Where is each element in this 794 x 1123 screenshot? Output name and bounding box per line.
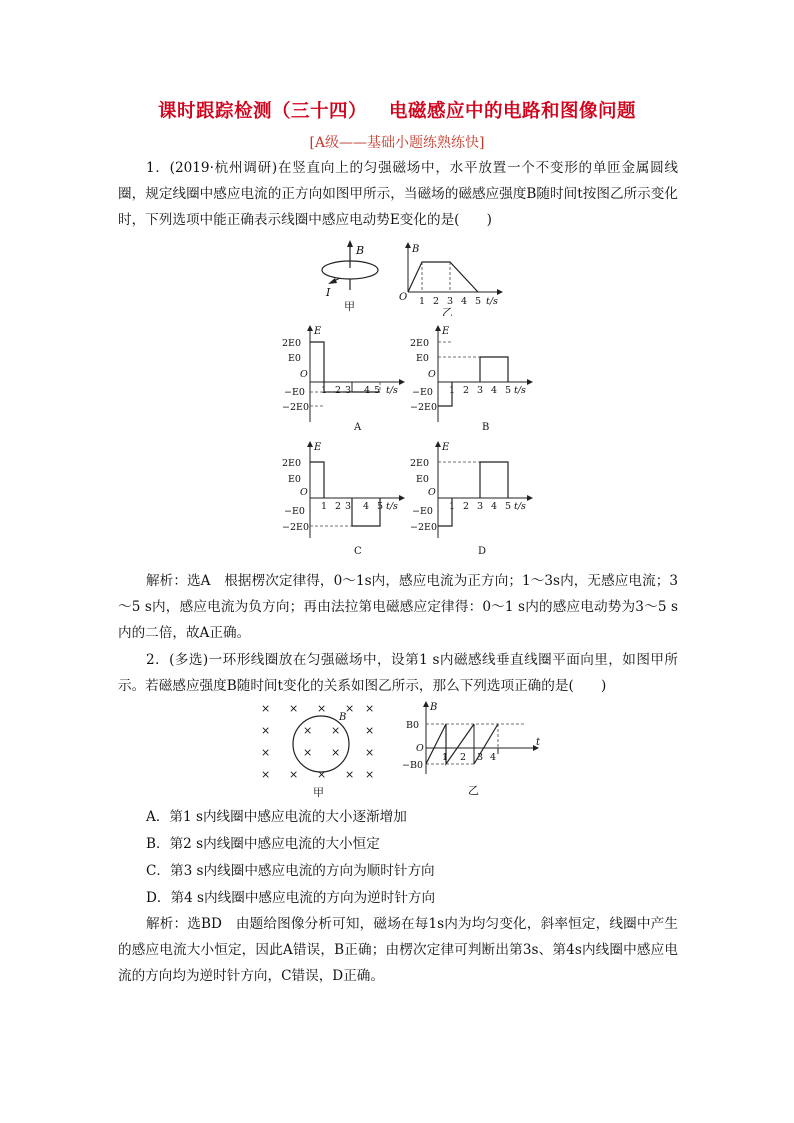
q1-figure-jia	[310, 240, 390, 312]
q1-c-ytick-e0: E0	[288, 474, 301, 485]
question-2-analysis: 解析：选BD 由题给图像分析可知，磁场在每1s内为均匀变化，斜率恒定，线圈中产生的感应电流大小恒定，因此A错误，B正确；由楞次定律可判断出第3s、第4s内线圈中感应电流的方向均为逆时针方向，C错误，D正确。	[118, 916, 678, 984]
cross-icon: ×	[289, 702, 299, 715]
q1-a-ytick-2e0: 2E0	[282, 338, 302, 349]
q1-jia-b-label: B	[356, 244, 365, 257]
cross-icon: ×	[331, 746, 341, 759]
cross-icon: ×	[303, 724, 313, 737]
q1-yi-caption: 乙	[442, 306, 453, 316]
q1-c-origin: O	[300, 487, 308, 498]
q1-b-caption: B	[482, 422, 490, 432]
q1-yi-ylabel: B	[412, 244, 420, 255]
q1-a-xtick-1: 1	[321, 385, 328, 396]
q1-yi-tick-3: 3	[447, 296, 454, 307]
q1-yi-tick-2: 2	[433, 296, 440, 307]
q1-b-ytick-neg-e0: −E0	[412, 387, 433, 398]
cross-icon: ×	[303, 746, 313, 759]
cross-icon: ×	[317, 702, 327, 715]
q1-d-ylabel: E	[442, 442, 450, 453]
q1-option-a-graph	[282, 322, 412, 432]
cross-icon: ×	[261, 724, 271, 737]
cross-icon: ×	[365, 724, 375, 737]
q1-a-ytick-neg-e0: −E0	[284, 387, 305, 398]
q1-a-xlabel: t/s	[386, 385, 398, 396]
section-subtitle: [A级——基础小题练熟练快]	[309, 135, 485, 151]
q1-c-xtick-3: 3	[345, 501, 352, 512]
question-2-text: 2．(多选)一环形线圈放在匀强磁场中，设第1 s内磁感线垂直线圈平面向里，如图甲所示。若磁感应强度B随时间t变化的关系如图乙所示，那么下列选项正确的是( )	[118, 652, 678, 694]
q1-d-xtick-5: 5	[505, 501, 512, 512]
q2-yi-xlabel: t	[536, 737, 541, 748]
q1-c-xtick-4: 4	[363, 501, 370, 512]
question-1-analysis: 解析：选A 根据楞次定律得，0～1s内，感应电流为正方向；1～3s内，无感应电流；3～5 s内，感应电流为负方向；再由法拉第电磁感应定律得：0～1 s内的感应电动势为3～5 s内的二倍，故A正确。	[118, 573, 678, 641]
q1-yi-tick-1: 1	[419, 296, 426, 307]
q1-option-d-graph	[410, 438, 540, 556]
q1-a-xtick-4: 4	[364, 385, 371, 396]
q1-b-ytick-2e0: 2E0	[410, 338, 430, 349]
q1-d-caption: D	[478, 546, 487, 556]
q2-option-c: C．第3 s内线圈中感应电流的方向为顺时针方向	[146, 863, 435, 879]
q2-yi-b0: B0	[406, 720, 420, 731]
q1-yi-tick-4: 4	[461, 296, 468, 307]
q1-c-ytick-neg-2e0: −2E0	[282, 522, 309, 533]
cross-icon: ×	[317, 768, 327, 781]
cross-icon: ×	[345, 702, 355, 715]
q1-a-xtick-2: 2	[335, 385, 342, 396]
q1-b-xtick-2: 2	[463, 385, 470, 396]
q1-c-xtick-5: 5	[377, 501, 384, 512]
q1-b-xtick-1: 1	[449, 385, 456, 396]
q1-a-ylabel: E	[314, 326, 322, 337]
q1-d-xtick-1: 1	[449, 501, 456, 512]
q1-c-ylabel: E	[314, 442, 322, 453]
q1-d-origin: O	[428, 487, 436, 498]
q2-yi-neg-b0: −B0	[402, 760, 423, 771]
q1-d-xlabel: t/s	[514, 501, 526, 512]
q1-c-xtick-2: 2	[335, 501, 342, 512]
q1-c-xlabel: t/s	[386, 501, 398, 512]
q2-yi-caption: 乙	[468, 784, 479, 797]
q2-jia-caption: 甲	[313, 786, 324, 798]
cross-marks	[261, 702, 374, 781]
q1-jia-caption: 甲	[344, 300, 355, 312]
q1-c-ytick-neg-e0: −E0	[284, 506, 305, 517]
q1-b-xtick-3: 3	[477, 385, 484, 396]
q1-c-caption: C	[354, 546, 362, 556]
q1-d-ytick-neg-2e0: −2E0	[410, 522, 437, 533]
cross-icon: ×	[261, 702, 271, 715]
q1-b-origin: O	[428, 369, 436, 380]
q2-yi-origin: O	[416, 743, 424, 754]
q2-yi-tick-2: 2	[460, 752, 467, 763]
q2-figure-jia	[255, 698, 385, 798]
q1-d-xtick-2: 2	[463, 501, 470, 512]
q1-yi-xlabel: t/s	[486, 296, 498, 307]
q1-b-ytick-neg-2e0: −2E0	[410, 402, 437, 413]
q2-jia-b-label: B	[339, 712, 347, 723]
q2-yi-ylabel: B	[430, 702, 438, 713]
q1-yi-origin: O	[399, 292, 408, 303]
q1-d-xtick-3: 3	[477, 501, 484, 512]
q1-a-origin: O	[300, 369, 308, 380]
q1-a-caption: A	[354, 422, 362, 432]
q1-d-xtick-4: 4	[491, 501, 498, 512]
q1-b-xtick-4: 4	[491, 385, 498, 396]
q1-jia-i-label: I	[326, 286, 331, 299]
cross-icon: ×	[365, 702, 375, 715]
cross-icon: ×	[261, 768, 271, 781]
q1-c-xtick-1: 1	[321, 501, 328, 512]
q1-b-xlabel: t/s	[514, 385, 526, 396]
q1-option-b-graph	[410, 322, 540, 432]
cross-icon: ×	[261, 746, 271, 759]
q1-a-xtick-5: 5	[374, 385, 381, 396]
q1-a-ytick-e0: E0	[288, 353, 301, 364]
q1-option-c-graph	[282, 438, 412, 556]
q1-d-ytick-2e0: 2E0	[410, 458, 430, 469]
question-1-text: 1．(2019·杭州调研)在竖直向上的匀强磁场中，水平放置一个不变形的单匝金属圆线圈，规定线圈中感应电流的正方向如图甲所示，当磁场的磁感应强度B随时间t按图乙所示变化时，下列选项中能正确表示线圈中感应电动势E变化的是( )	[118, 160, 678, 228]
title-part1: 课时跟踪检测（三十四）	[157, 101, 367, 122]
q2-yi-tick-1: 1	[442, 752, 449, 763]
cross-icon: ×	[365, 746, 375, 759]
q1-d-ytick-neg-e0: −E0	[412, 506, 433, 517]
q1-yi-tick-5: 5	[475, 296, 482, 307]
q1-c-ytick-2e0: 2E0	[282, 458, 302, 469]
q1-a-ytick-neg-2e0: −2E0	[282, 402, 309, 413]
page-title	[0, 97, 794, 123]
q1-b-ytick-e0: E0	[416, 353, 429, 364]
cross-icon: ×	[365, 768, 375, 781]
q2-yi-tick-4: 4	[490, 752, 497, 763]
q1-d-ytick-e0: E0	[416, 474, 429, 485]
cross-icon: ×	[345, 768, 355, 781]
title-part2: 电磁感应中的电路和图像问题	[389, 101, 637, 122]
q2-yi-tick-3: 3	[477, 752, 484, 763]
q1-a-xtick-3: 3	[345, 385, 352, 396]
q2-option-d: D．第4 s内线圈中感应电流的方向为逆时针方向	[146, 890, 436, 906]
cross-icon: ×	[331, 724, 341, 737]
q1-b-xtick-5: 5	[505, 385, 512, 396]
q1-b-ylabel: E	[442, 326, 450, 337]
q1-figure-yi	[390, 240, 510, 316]
q2-option-a: A．第1 s内线圈中感应电流的大小逐渐增加	[146, 809, 407, 825]
q2-figure-yi	[398, 698, 548, 798]
q2-option-b: B．第2 s内线圈中感应电流的大小恒定	[146, 836, 380, 852]
cross-icon: ×	[289, 768, 299, 781]
